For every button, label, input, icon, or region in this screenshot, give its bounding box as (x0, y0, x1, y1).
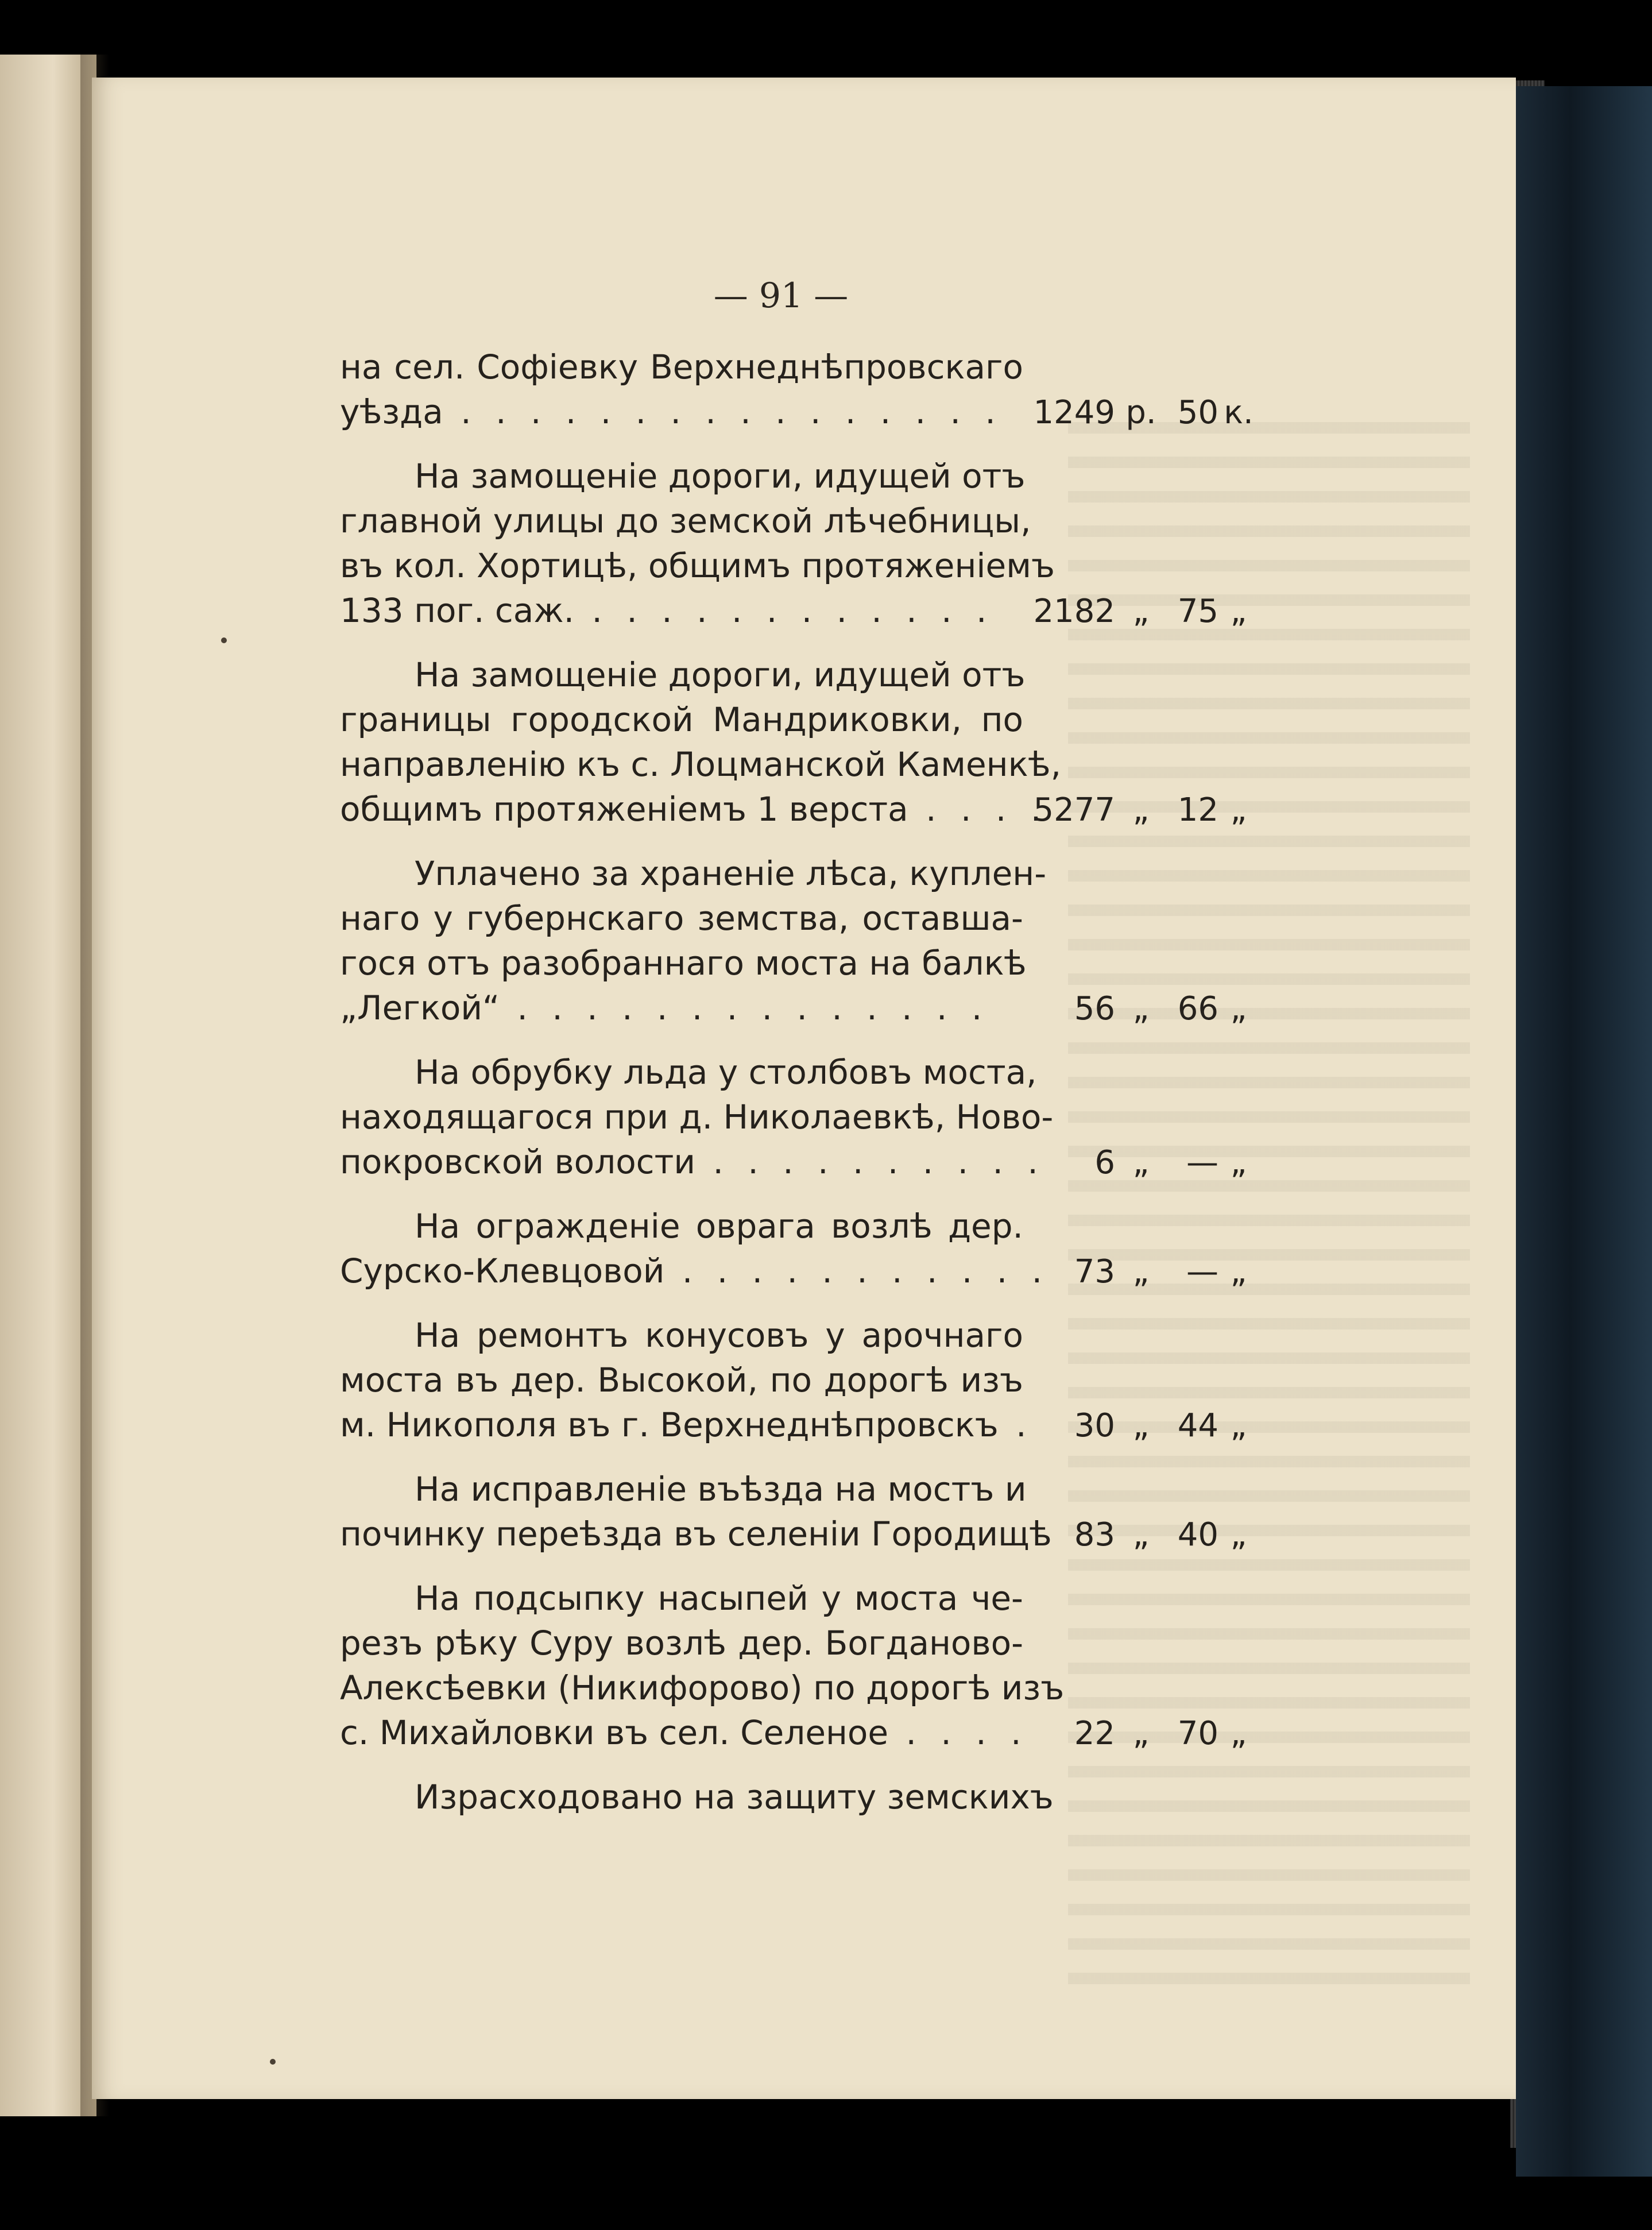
amount (1029, 1513, 1259, 1557)
text-line (340, 345, 1270, 389)
amount-kopecks: 12 (1177, 791, 1218, 829)
line-words: На замощеніе дороги, идущей отъ (415, 655, 1026, 694)
amount-unit: „ (1132, 1407, 1150, 1444)
text-line (340, 1139, 1270, 1184)
expense-entry (340, 1576, 1270, 1755)
line-words: Сурско-Клевцовой (340, 1251, 665, 1290)
amount-unit: „ (1230, 1253, 1247, 1290)
line-words: На исправленіе въѣзда на мостъ и (415, 1470, 1027, 1509)
amount-rubles: 73 (1074, 1253, 1115, 1290)
expense-entry (340, 1313, 1270, 1447)
line-words: Алексѣевки (Никифорово) по дорогѣ изъ (340, 1668, 1065, 1707)
line-words: резъ рѣку Суру возлѣ дер. Богданово- (340, 1624, 1023, 1663)
amount-rubles: 22 (1074, 1715, 1115, 1752)
text-line (340, 543, 1270, 588)
paper-speck (221, 637, 227, 643)
line-text (340, 588, 1023, 633)
expense-entry (340, 851, 1270, 1030)
text-line (340, 787, 1270, 832)
amount-unit: „ (1230, 1144, 1247, 1181)
line-text (340, 1249, 1050, 1293)
text-line (340, 389, 1270, 434)
text-line (340, 1402, 1270, 1447)
text-line (340, 697, 1270, 742)
amount (1029, 987, 1259, 1031)
line-text (340, 498, 1031, 543)
line-text (340, 1665, 1065, 1710)
text-line (340, 454, 1270, 498)
line-words: починку переѣзда въ селеніи Городищѣ (340, 1514, 1052, 1553)
amount (1029, 391, 1259, 435)
line-words: моста въ дер. Высокой, по дорогѣ изъ (340, 1361, 1023, 1400)
line-text (340, 1775, 1054, 1819)
amount-unit: к. (1224, 394, 1253, 431)
amount (1029, 788, 1259, 833)
text-line (340, 1467, 1270, 1512)
text-line (340, 1775, 1270, 1819)
leader-dots: . . . . . . . . . . (695, 1142, 1045, 1181)
amount-unit: „ (1132, 791, 1150, 829)
line-text (340, 1095, 1054, 1139)
amount (1029, 589, 1259, 634)
expense-entry (340, 1050, 1270, 1184)
line-text (340, 1313, 1023, 1358)
leader-dots: . . . . . . . . . . . (664, 1251, 1050, 1290)
amount-unit: „ (1230, 593, 1247, 630)
expense-entry (340, 454, 1270, 633)
text-line (340, 1576, 1270, 1621)
line-text (340, 742, 1062, 787)
line-text (340, 985, 1023, 1030)
amount-rubles: 30 (1074, 1407, 1115, 1444)
amount-kopecks: 50 (1177, 394, 1218, 431)
amount-unit: „ (1230, 791, 1247, 829)
amount-unit: „ (1230, 1407, 1247, 1444)
line-text (340, 1139, 1045, 1184)
book-cover (1516, 86, 1652, 2177)
line-words: Уплачено за храненіе лѣса, куплен- (415, 854, 1047, 893)
line-words: находящагося при д. Николаевкѣ, Ново- (340, 1097, 1054, 1137)
line-words: границы городской Мандриковки, по (340, 700, 1023, 739)
text-line (340, 851, 1270, 896)
text-line (340, 1710, 1270, 1755)
line-text (340, 787, 1049, 832)
amount-kopecks: 40 (1177, 1516, 1218, 1553)
line-words: 133 пог. саж. (340, 591, 575, 630)
amount-kopecks: 44 (1177, 1407, 1218, 1444)
text-line (340, 985, 1270, 1030)
line-text (340, 1576, 1023, 1621)
amount (1029, 1404, 1259, 1448)
amount-unit: „ (1132, 1715, 1150, 1752)
leader-dots: . (998, 1405, 1034, 1444)
text-line (340, 896, 1270, 941)
line-text (340, 1050, 1037, 1095)
line-words: м. Никополя въ г. Верхнеднѣпровскъ (340, 1405, 999, 1444)
paper-speck (270, 2059, 276, 2065)
leader-dots: . . . . . . . . . . . . . . (500, 988, 989, 1027)
text-line (340, 1204, 1270, 1249)
expense-entry (340, 345, 1270, 434)
amount-unit: „ (1230, 1516, 1247, 1553)
amount-kopecks: 75 (1177, 593, 1218, 630)
line-words: с. Михайловки въ сел. Селеное (340, 1713, 889, 1752)
page-number: — 91 — (713, 276, 849, 316)
line-words: наго у губернскаго земства, оставша- (340, 899, 1023, 938)
text-line (340, 1050, 1270, 1095)
text-line (340, 1095, 1270, 1139)
text-line (340, 1313, 1270, 1358)
amount-rubles: 2182 (1033, 593, 1115, 630)
text-line (340, 742, 1270, 787)
text-line (340, 498, 1270, 543)
text-line (340, 1358, 1270, 1402)
leader-dots: . . . . (888, 1713, 1028, 1752)
amount-unit: „ (1132, 990, 1150, 1027)
line-words: уѣзда (340, 392, 443, 431)
line-text (340, 1621, 1023, 1665)
amount (1029, 1711, 1259, 1756)
line-words: покровской волости (340, 1142, 696, 1181)
text-line (340, 652, 1270, 697)
line-text (340, 543, 1055, 588)
line-words: „Легкой“ (340, 988, 500, 1027)
line-words: гося отъ разобраннаго моста на балкѣ (340, 944, 1027, 983)
text-line (340, 941, 1270, 985)
line-words: На обрубку льда у столбовъ моста, (415, 1053, 1037, 1092)
line-text (340, 1402, 1034, 1447)
amount-rubles: 5277 (1033, 791, 1115, 829)
line-words: На замощеніе дороги, идущей отъ (415, 457, 1026, 496)
line-words: направленію къ с. Лоцманской Каменкѣ, (340, 745, 1062, 784)
line-text (340, 1358, 1023, 1402)
text-line (340, 1665, 1270, 1710)
line-words: главной улицы до земской лѣчебницы, (340, 501, 1031, 540)
line-text (340, 389, 1023, 434)
text-line (340, 1249, 1270, 1293)
amount-unit: „ (1230, 990, 1247, 1027)
expense-entry (340, 1775, 1270, 1819)
line-text (340, 896, 1023, 941)
text-line (340, 1512, 1270, 1556)
text-line (340, 588, 1270, 633)
amount-rubles: 6 (1094, 1144, 1115, 1181)
leader-dots: . . . . . . . . . . . . (574, 591, 994, 630)
leader-dots: . . . . . . . . . . . . . . . . (443, 392, 1003, 431)
line-text (340, 1204, 1023, 1249)
text-line (340, 1621, 1270, 1665)
line-words: на сел. Софіевку Верхнеднѣпровскаго (340, 347, 1023, 387)
amount-kopecks: 70 (1177, 1715, 1218, 1752)
line-text (340, 454, 1026, 498)
amount-unit: „ (1132, 1253, 1150, 1290)
line-words: въ кол. Хортицѣ, общимъ протяженіемъ (340, 546, 1055, 585)
amount-kopecks: 66 (1177, 990, 1218, 1027)
amount-rubles: 1249 (1033, 394, 1115, 431)
line-text (340, 1512, 1052, 1556)
amount (1029, 1250, 1259, 1294)
expense-entry (340, 1467, 1270, 1556)
line-words: На огражденіе оврага возлѣ дер. (415, 1207, 1023, 1246)
amount-rubles: 83 (1074, 1516, 1115, 1553)
line-text (340, 851, 1047, 896)
amount-kopecks: — (1186, 1144, 1218, 1181)
amount (1029, 1141, 1259, 1185)
expense-entry (340, 1204, 1270, 1293)
line-text (340, 1467, 1027, 1512)
line-text (340, 941, 1027, 985)
amount-rubles: 56 (1074, 990, 1115, 1027)
leader-dots: . . . . (908, 790, 1049, 829)
line-text (340, 345, 1023, 389)
line-words: Израсходовано на защиту земскихъ (415, 1777, 1054, 1817)
amount-unit: „ (1132, 1516, 1150, 1553)
amount-unit: „ (1230, 1715, 1247, 1752)
page-body (340, 345, 1270, 1839)
amount-unit: р. (1125, 394, 1156, 431)
line-text (340, 652, 1026, 697)
expense-entry (340, 652, 1270, 832)
line-words: На ремонтъ конусовъ у арочнаго (415, 1316, 1023, 1355)
line-words: На подсыпку насыпей у моста че- (415, 1579, 1023, 1618)
amount-kopecks: — (1186, 1253, 1218, 1290)
amount-unit: „ (1132, 593, 1150, 630)
line-text (340, 1710, 1028, 1755)
line-text (340, 697, 1023, 742)
line-words: общимъ протяженіемъ 1 верста (340, 790, 908, 829)
amount-unit: „ (1132, 1144, 1150, 1181)
